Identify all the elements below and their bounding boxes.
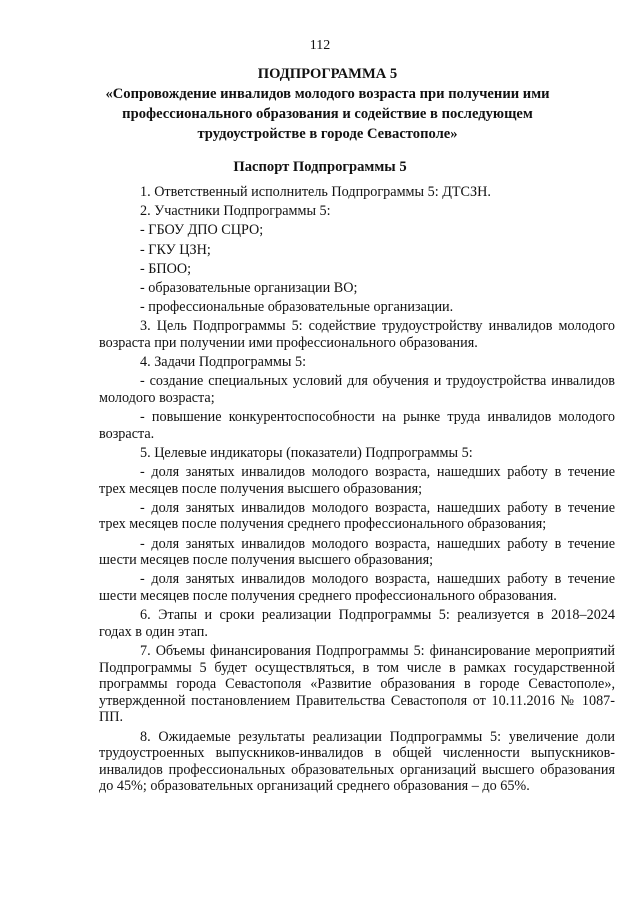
list-item-participant: - ГБОУ ДПО СЦРО; <box>140 222 264 239</box>
list-item-participant: - ГКУ ЦЗН; <box>140 241 211 258</box>
document-body <box>99 184 615 797</box>
paragraph-financing: 7. Объемы финансирования Подпрограммы 5: финансирование мероприятий Подпрограммы 5 будет осуществляться, в том числе в рамках государственной программы города Севастополя «Развитие образования в городе Севастополе», утвержденной постановлением Правительства Севастополя от 10.11.2016 № 1087-ПП. <box>99 642 615 726</box>
list-item-indicator: - доля занятых инвалидов молодого возраста, нашедших работу в течение трех месяцев после получения среднего профессионального образования; <box>99 499 615 533</box>
title-line-4: трудоустройстве в городе Севастополе» <box>197 126 458 142</box>
title-line-3: профессионального образования и содействие в последующем <box>122 106 533 122</box>
list-item-task: - создание специальных условий для обучения и трудоустройства инвалидов молодого возраста; <box>99 373 615 406</box>
list-item-indicator: - доля занятых инвалидов молодого возраста, нашедших работу в течение трех месяцев после получения высшего образования; <box>99 464 615 497</box>
list-item-task: - повышение конкурентоспособности на рынке труда инвалидов молодого возраста. <box>99 409 615 442</box>
page-number: 112 <box>309 38 331 53</box>
list-item-indicator: - доля занятых инвалидов молодого возраста, нашедших работу в течение шести месяцев после получения среднего профессионального образования. <box>99 571 615 604</box>
title-line-2: «Сопровождение инвалидов молодого возраста при получении ими <box>105 86 550 102</box>
list-item-indicator: - доля занятых инвалидов молодого возраста, нашедших работу в течение шести месяцев после получения высшего образования; <box>99 535 615 569</box>
paragraph-responsible-executor: 1. Ответственный исполнитель Подпрограммы 5: ДТСЗН. <box>140 184 491 200</box>
paragraph-expected-results: 8. Ожидаемые результаты реализации Подпрограммы 5: увеличение доли трудоустроенных выпускников-инвалидов в общей численности выпускников-инвалидов профессиональных образовательных организаций высшего образования до 45%; образовательных организаций среднего образования – до 65%. <box>99 728 615 795</box>
paragraph-tasks: 4. Задачи Подпрограммы 5: <box>140 354 307 371</box>
paragraph-indicators: 5. Целевые индикаторы (показатели) Подпрограммы 5: <box>140 444 473 461</box>
paragraph-goal: 3. Цель Подпрограммы 5: содействие трудоустройству инвалидов молодого возраста при получении ими профессионального образования. <box>99 318 615 351</box>
paragraph-stages-and-terms: 6. Этапы и сроки реализации Подпрограммы 5: реализуется в 2018–2024 годах в один этап. <box>99 607 615 640</box>
paragraph-participants: 2. Участники Подпрограммы 5: <box>140 203 331 220</box>
subprogram-title <box>100 64 555 144</box>
list-item-participant: - образовательные организации ВО; <box>140 279 358 296</box>
passport-title: Паспорт Подпрограммы 5 <box>233 159 407 175</box>
list-item-participant: - профессиональные образовательные организации. <box>140 299 454 316</box>
title-line-1: ПОДПРОГРАММА 5 <box>257 66 398 82</box>
list-item-participant: - БПОО; <box>140 260 192 277</box>
